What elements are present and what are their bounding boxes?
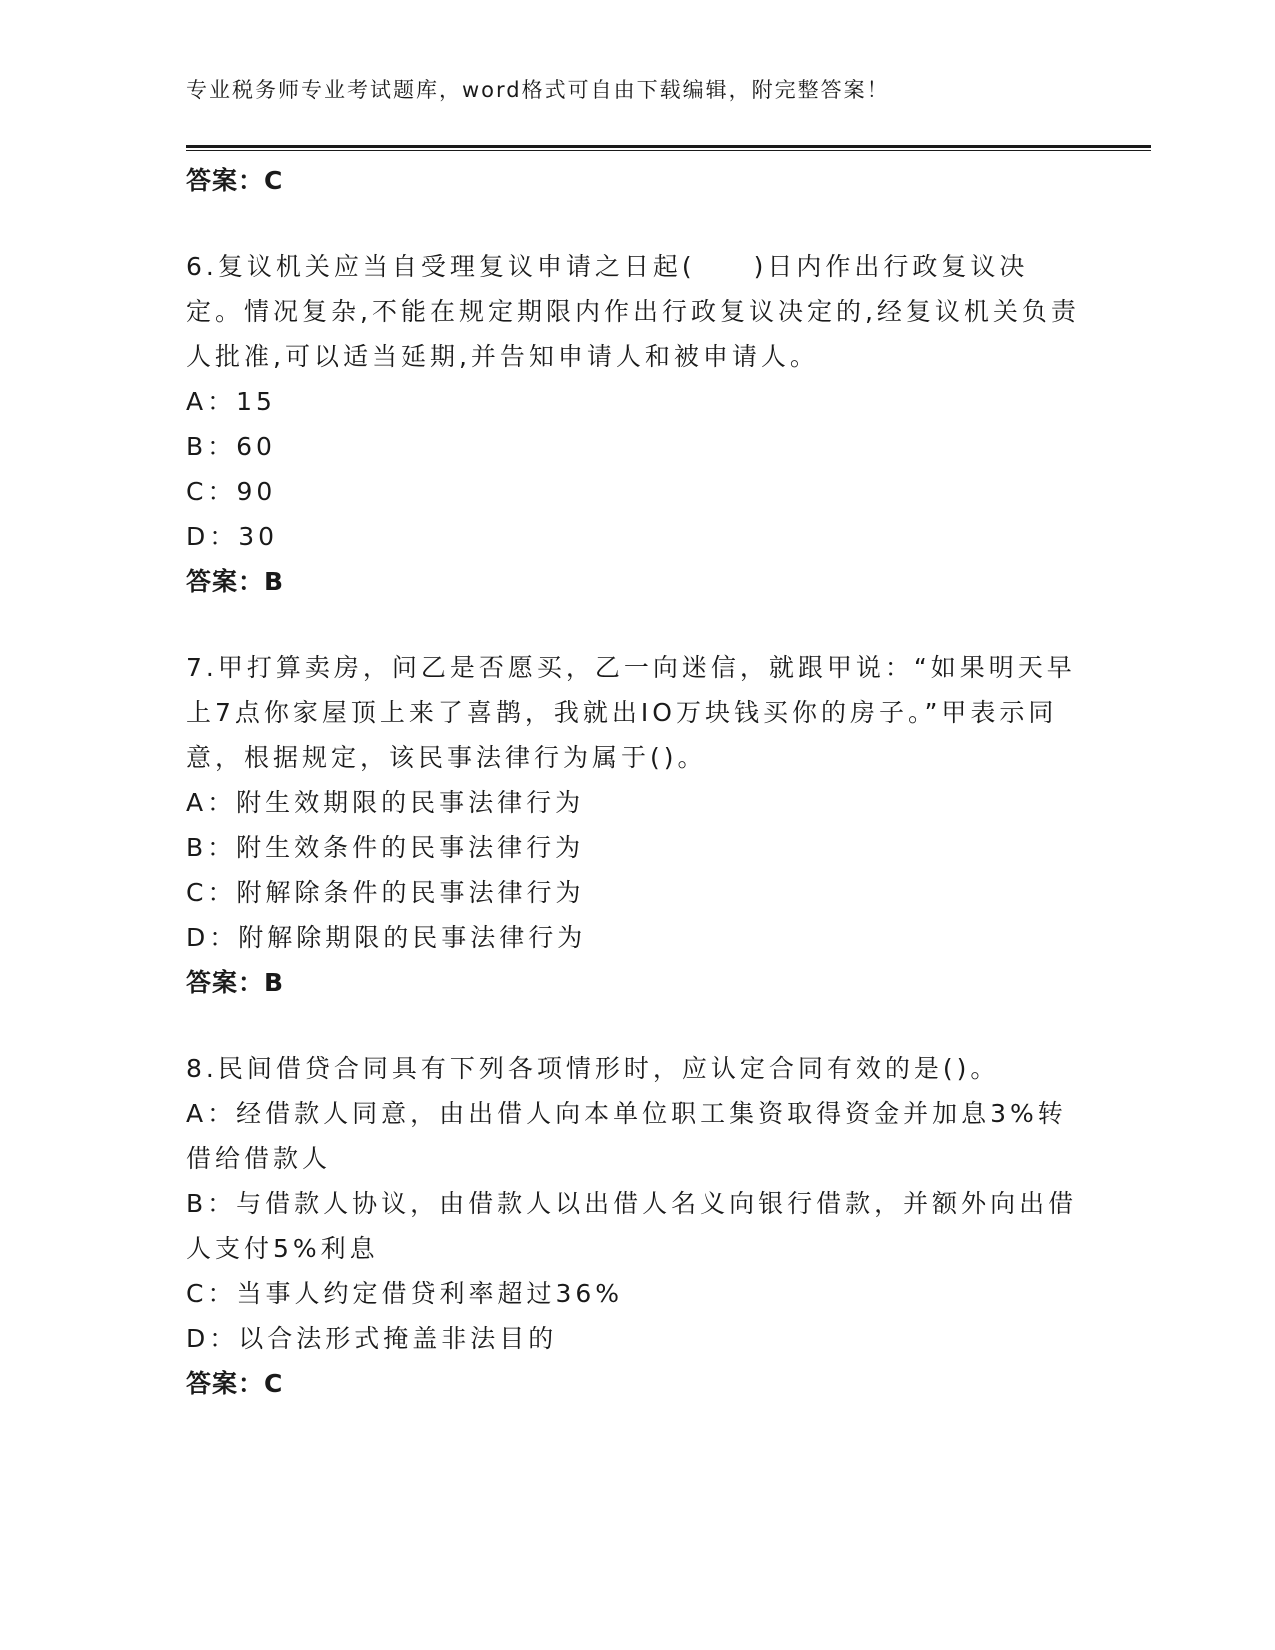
- page-header: 专业税务师专业考试题库，word格式可自由下载编辑，附完整答案！: [186, 78, 890, 102]
- option-b: B：附生效条件的民事法律行为: [186, 833, 585, 862]
- option-d: D：以合法形式掩盖非法目的: [186, 1324, 558, 1353]
- question-list: [186, 158, 1086, 1407]
- header-divider: [186, 145, 1151, 148]
- question-stem: 7.甲打算卖房，问乙是否愿买，乙一向迷信，就跟甲说：“如果明天早上7点你家屋顶上来了喜鹊，我就出IO万块钱买你的房子。”甲表示同意，根据规定，该民事法律行为属于()。: [186, 653, 1076, 772]
- option-a: A：附生效期限的民事法律行为: [186, 788, 585, 817]
- question-stem: 6.复议机关应当自受理复议申请之日起( )日内作出行政复议决定。情况复杂,不能在规定期限内作出行政复议决定的,经复议机关负责人批准,可以适当延期,并告知申请人和被申请人。: [186, 252, 1080, 371]
- option-a: A：15: [186, 387, 276, 416]
- option-b: B：60: [186, 432, 276, 461]
- question-stem: 8.民间借贷合同具有下列各项情形时，应认定合同有效的是()。: [186, 1054, 1000, 1083]
- option-a: A：经借款人同意，由出借人向本单位职工集资取得资金并加息3%转借给借款人: [186, 1099, 1067, 1173]
- option-c: C：附解除条件的民事法律行为: [186, 878, 585, 907]
- answer-line: 答案：C: [186, 166, 284, 195]
- answer-line: 答案：B: [186, 968, 285, 997]
- option-d: D：附解除期限的民事法律行为: [186, 923, 587, 952]
- header-divider-thin: [186, 150, 1151, 151]
- option-c: C：90: [186, 477, 277, 506]
- option-c: C：当事人约定借贷利率超过36%: [186, 1279, 624, 1308]
- option-d: D：30: [186, 522, 279, 551]
- option-b: B：与借款人协议，由借款人以出借人名义向银行借款，并额外向出借人支付5%利息: [186, 1189, 1078, 1263]
- answer-line: 答案：B: [186, 567, 285, 596]
- answer-line: 答案：C: [186, 1369, 284, 1398]
